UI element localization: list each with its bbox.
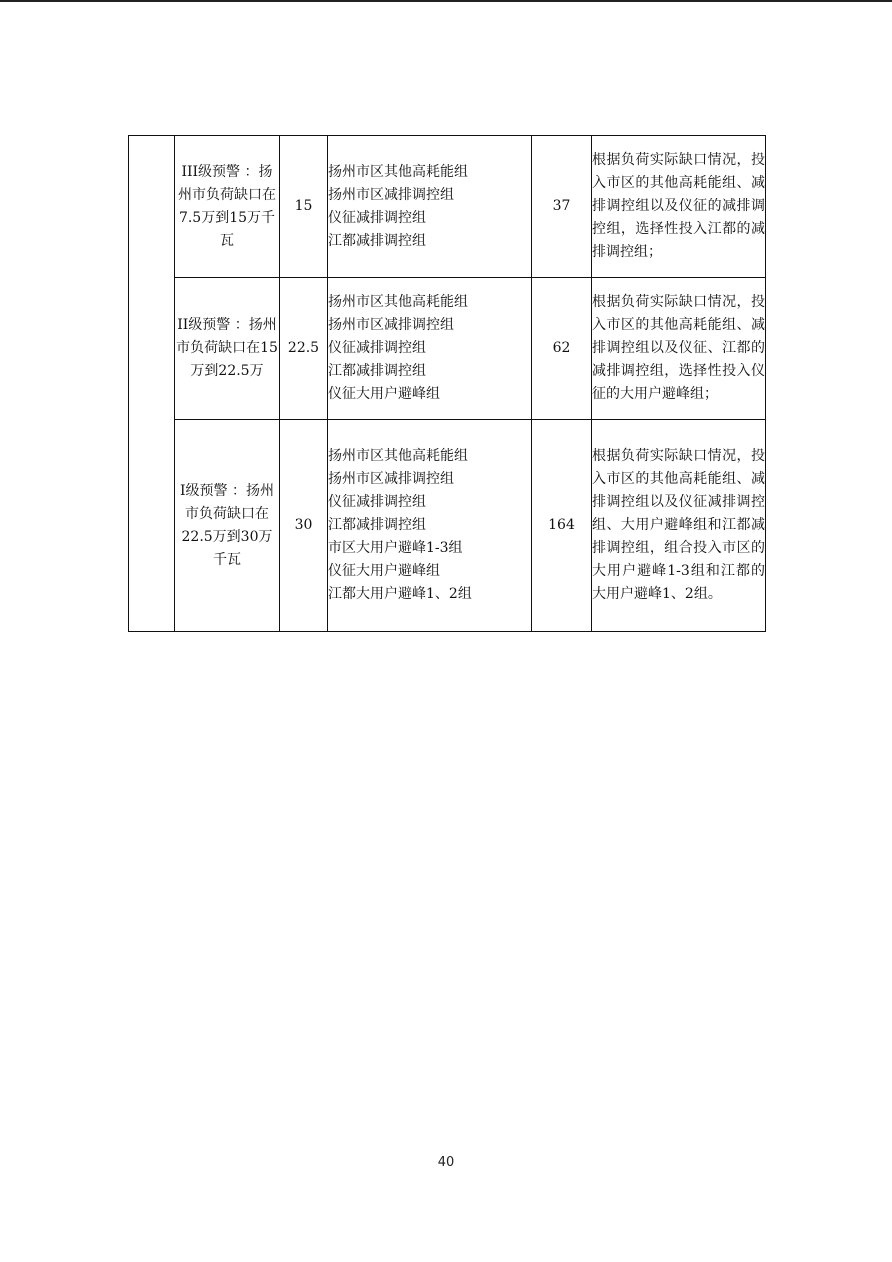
- table-row: [129, 420, 766, 632]
- control-group-item: 市区大用户避峰1-3组: [328, 540, 463, 556]
- warning-level-cell: II级预警 ：扬州市负荷缺口在15万到22.5万: [175, 278, 280, 420]
- control-group-item: 江都减排调控组: [328, 363, 426, 379]
- load-gap-cell: 15: [280, 136, 328, 278]
- control-group-item: 仪征减排调控组: [328, 340, 426, 356]
- control-group-item: 扬州市区其他高耗能组: [328, 294, 468, 310]
- table-row: [129, 278, 766, 420]
- control-group-item: 仪征大用户避峰组: [328, 386, 440, 402]
- control-group-item: 扬州市区其他高耗能组: [328, 448, 468, 464]
- measure-description-cell: 根据负荷实际缺口情况，投入市区的其他高耗能组、减排调控组以及仪征的减排调控组，选择性投入江都的减排调控组；: [592, 136, 766, 278]
- measure-description-cell: 根据负荷实际缺口情况，投入市区的其他高耗能组、减排调控组以及仪征减排调控组、大用户避峰组和江都减排调控组，组合投入市区的大用户避峰1-3组和江都的大用户避峰1、2组。: [592, 420, 766, 632]
- control-groups-cell: [328, 278, 532, 420]
- measure-description-cell: 根据负荷实际缺口情况，投入市区的其他高耗能组、减排调控组以及仪征、江都的减排调控组，选择性投入仪征的大用户避峰组；: [592, 278, 766, 420]
- page-number: 40: [437, 1155, 455, 1170]
- user-count-cell: 62: [532, 278, 592, 420]
- control-group-item: 扬州市区减排调控组: [328, 186, 454, 203]
- warning-level-table: [128, 135, 766, 632]
- table-row: [129, 136, 766, 278]
- control-groups-cell: [328, 420, 532, 632]
- control-group-item: 仪征大用户避峰组: [328, 563, 440, 579]
- control-group-item: 仪征减排调控组: [328, 209, 426, 226]
- page-top-border: [0, 0, 892, 2]
- warning-level-cell: III级预警 ：扬州市负荷缺口在7.5万到15万千瓦: [175, 136, 280, 278]
- control-group-item: 仪征减排调控组: [328, 494, 426, 510]
- control-group-item: 江都减排调控组: [328, 232, 426, 249]
- warning-level-cell: I级预警 ：扬州市负荷缺口在22.5万到30万千瓦: [175, 420, 280, 632]
- control-group-item: 扬州市区其他高耗能组: [328, 163, 468, 180]
- control-group-item: 江都减排调控组: [328, 517, 426, 533]
- control-group-item: 扬州市区减排调控组: [328, 317, 454, 333]
- control-groups-cell: [328, 136, 532, 278]
- user-count-cell: 164: [532, 420, 592, 632]
- load-gap-cell: 30: [280, 420, 328, 632]
- control-group-item: 江都大用户避峰1、2组: [328, 586, 472, 602]
- merged-category-cell: [129, 136, 175, 632]
- load-gap-cell: 22.5: [280, 278, 328, 420]
- user-count-cell: 37: [532, 136, 592, 278]
- control-group-item: 扬州市区减排调控组: [328, 471, 454, 487]
